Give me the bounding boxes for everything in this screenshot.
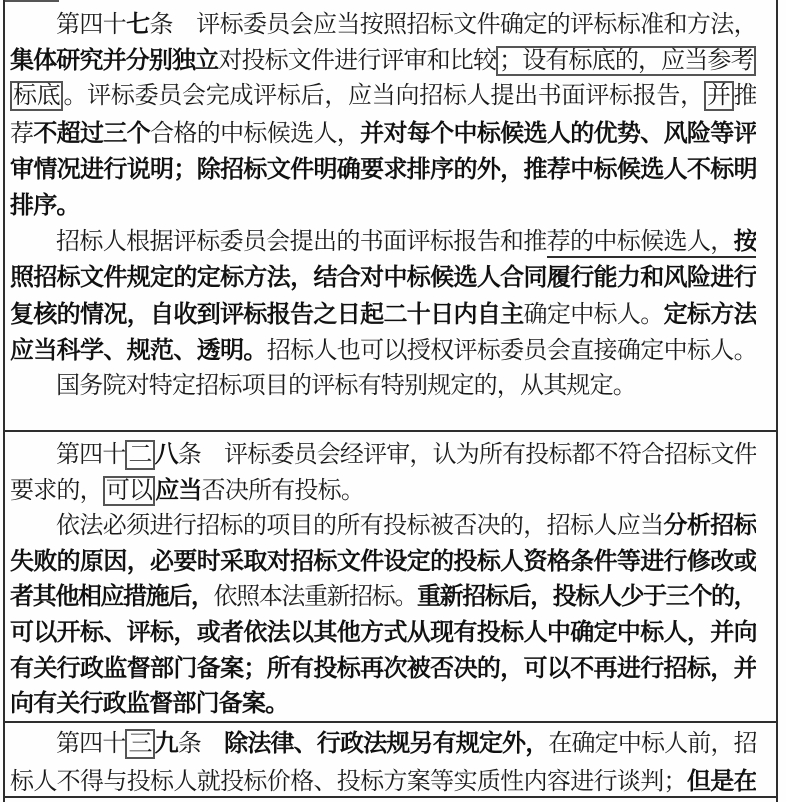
row-divider (3, 721, 778, 723)
deleted-boxed-text: 可以 (103, 476, 155, 506)
text-line (10, 187, 756, 223)
inserted-bold-text: 集体研究并分别独立 (10, 46, 219, 75)
document-text: 条 评标委员会应当按照招标文件确定的评标标准和方法， (149, 12, 756, 38)
inserted-bold-text: 除法律、行政法规另有规定外， (224, 729, 549, 757)
inserted-bold-text: 应当科学、规范、透明。 (10, 335, 267, 364)
deleted-boxed-text: 并 (704, 81, 734, 111)
inserted-bold-text: 定标方法 (663, 299, 756, 328)
page-border-right (776, 0, 778, 802)
text-line (10, 724, 756, 762)
page-border-bottom (3, 796, 778, 798)
document-text: 对投标文件进行评审和比较 (218, 48, 497, 75)
document-text: 荐的中标候选人， (547, 229, 734, 258)
document-text: 在确定中标人前，招 (548, 731, 756, 757)
text-line (10, 508, 756, 544)
inserted-bold-text: 但是在 (685, 767, 756, 795)
document-text: 推 (733, 83, 756, 110)
text-line (10, 259, 756, 295)
inserted-bold-text: 重新招标后，投标人少于三个的， (417, 582, 756, 611)
text-line (10, 6, 756, 42)
document-text: 。评标委员会完成评标后，应当向招标人提出书面评标报告， (63, 83, 704, 110)
article-49-section (10, 724, 756, 800)
document-text: 否决所有投标。 (201, 477, 365, 504)
text-line (10, 473, 756, 509)
row-divider (3, 430, 778, 432)
inserted-bold-text: 者其他相应措施后， (10, 582, 214, 611)
document-text: 依照本法重新招标。 (213, 584, 418, 611)
text-line (10, 762, 756, 800)
document-text: 合格的中标候选人， (150, 120, 361, 147)
inserted-bold-text: 排序。 (10, 190, 80, 219)
text-line (10, 42, 756, 78)
inserted-bold-text: 向有关行政监督部门备案。 (10, 689, 289, 718)
inserted-bold-text: 九 (154, 729, 178, 757)
text-line (10, 437, 756, 473)
text-line (10, 78, 756, 114)
article-48-section (10, 437, 756, 722)
document-text: 确定中标人。 (523, 301, 664, 328)
text-line (10, 544, 756, 580)
inserted-bold-text: 不超过三个 (33, 118, 151, 147)
document-text: 标人不得与投标人就投标价格、投标方案等实质性内容进行谈判； (10, 769, 686, 795)
text-line (10, 332, 756, 368)
cutoff-revision-box-fragment (3, 0, 59, 2)
inserted-bold-text: 按 (734, 227, 756, 258)
text-line (10, 223, 756, 259)
document-text: 第四十 (56, 731, 126, 757)
inserted-bold-text: 分析招标 (663, 511, 756, 540)
document-text: 依法必须进行招标的项目的所有投标被否决的，招标人应当 (56, 513, 664, 540)
inserted-bold-text: 照招标文件规定的定标方法，结合对中标候选人合同履行能力和风险进行 (10, 263, 756, 292)
inserted-bold-text: 失败的原因，必要时采取对招标文件设定的投标人资格条件等进行修改或 (10, 546, 756, 575)
text-line (10, 615, 756, 651)
text-line (10, 115, 756, 151)
document-text: 条 评标委员会经评审，认为所有投标都不符合招标文件 (177, 442, 756, 468)
inserted-bold-text: 复核的情况，自收到评标报告之日起二十日内自主 (10, 299, 524, 328)
document-text: 要求的， (10, 477, 103, 504)
inserted-bold-text: 审情况进行说明；除招标文件明确要求排序的外，推荐中标候选人不标明 (10, 154, 756, 183)
inserted-bold-text: 八 (154, 440, 178, 468)
article-47-section (10, 6, 756, 404)
document-text: 招标人根据评标委员会提出的书面评标报告和推 (56, 229, 547, 256)
inserted-bold-text: 应当 (155, 475, 202, 504)
deleted-boxed-text: 标底 (10, 81, 63, 111)
document-text: 第四十 (56, 442, 126, 468)
document-text: 招标人也可以授权评标委员会直接确定中标人。 (266, 337, 756, 364)
document-text: 国务院对特定招标项目的评标有特别规定的，从其规定。 (56, 372, 636, 399)
inserted-bold-text: 七 (126, 10, 150, 38)
deleted-boxed-text: 二 (125, 440, 154, 470)
text-line (10, 686, 756, 722)
text-line (10, 651, 756, 687)
document-text: 荐 (10, 120, 34, 147)
text-line (10, 579, 756, 615)
text-line (10, 151, 756, 187)
inserted-bold-text: 可以开标、评标，或者依法以其他方式从现有投标人中确定中标人，并向 (10, 617, 756, 646)
page-border-left (3, 0, 5, 802)
deleted-boxed-text: 三 (125, 729, 154, 759)
document-text: 条 (177, 731, 225, 757)
text-line (10, 296, 756, 332)
deleted-boxed-text: ；设有标底的，应当参考 (496, 46, 756, 76)
text-line (10, 368, 756, 404)
inserted-bold-text: 有关行政监督部门备案；所有投标再次被否决的，可以不再进行招标，并 (10, 653, 756, 682)
inserted-bold-text: 并对每个中标候选人的优势、风险等评 (360, 118, 756, 147)
document-text: 第四十 (56, 12, 127, 38)
